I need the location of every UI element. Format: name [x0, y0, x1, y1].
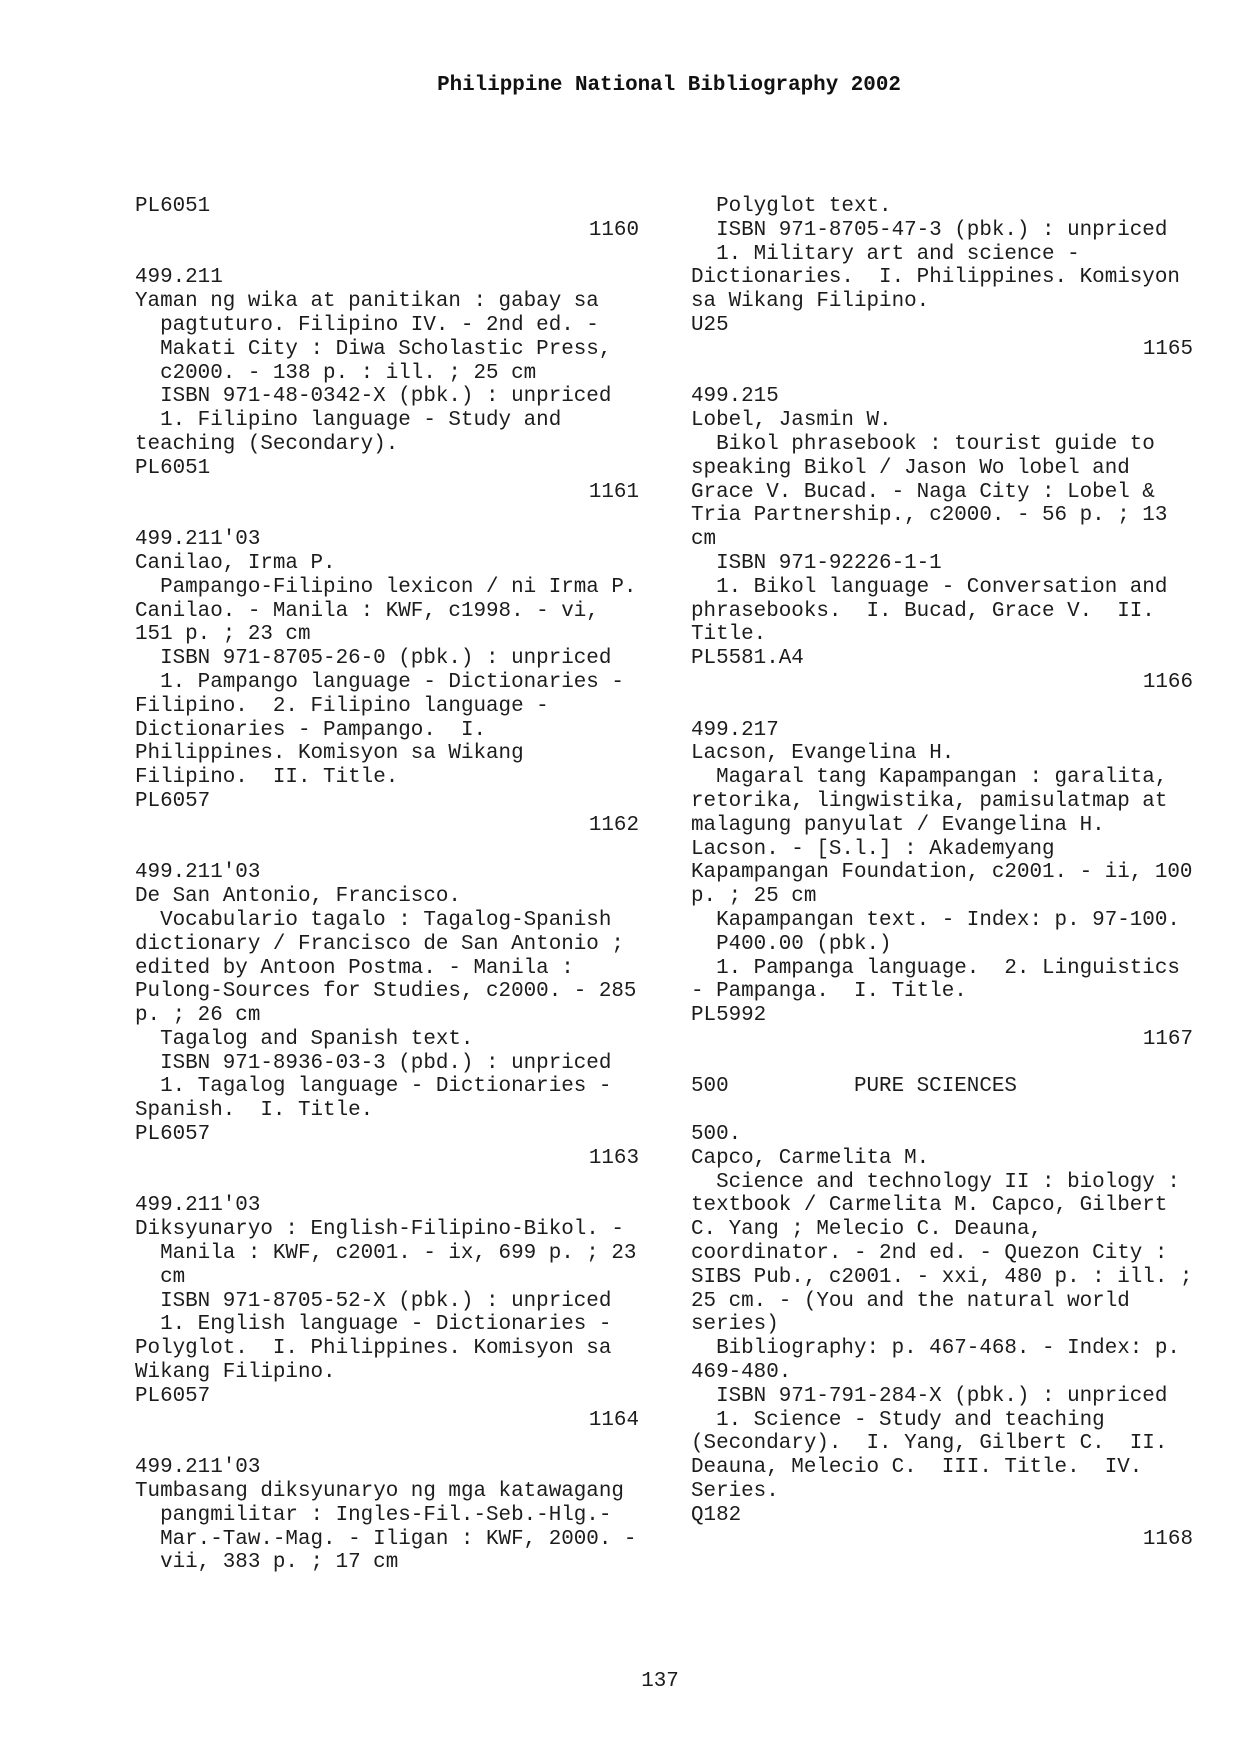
title-line: Makati City : Diwa Scholastic Press,: [160, 337, 612, 361]
entry-1160-continued: [135, 195, 639, 243]
subject-tracing: [135, 1313, 639, 1384]
note-line: 1. Science - Study and teaching: [716, 1408, 1105, 1432]
note-line: Philippines. Komisyon sa Wikang: [135, 742, 524, 766]
entry-1162: [135, 528, 639, 837]
note-line: Tagalog and Spanish text.: [160, 1027, 474, 1051]
subject-tracing: [135, 1075, 639, 1123]
note-line: ISBN 971-92226-1-1: [716, 551, 942, 575]
note-line: sa Wikang Filipino.: [691, 290, 930, 314]
note-line: Filipino. II. Title.: [135, 766, 399, 790]
price-note: [691, 933, 1193, 957]
title-main-entry: [135, 1218, 639, 1289]
call-number: PL6057: [135, 1384, 211, 1408]
description-line: Tria Partnership., c2000. - 56 p. ; 13: [691, 504, 1168, 528]
description-line: malagung panyulat / Evangelina H.: [691, 813, 1105, 837]
note-line: phrasebooks. I. Bucad, Grace V. II.: [691, 599, 1155, 623]
description-line: Science and technology II : biology :: [716, 1170, 1180, 1194]
entry-number: 1166: [1142, 670, 1193, 694]
call-number: PL5992: [691, 1004, 767, 1028]
entry-number: 1162: [588, 813, 639, 837]
title-main-entry: [135, 290, 639, 385]
description-line: 151 p. ; 23 cm: [135, 623, 311, 647]
description-line: coordinator. - 2nd ed. - Quezon City :: [691, 1242, 1168, 1266]
description-line: C. Yang ; Melecio C. Deauna,: [691, 1218, 1043, 1242]
title-line: Yaman ng wika at panitikan : gabay sa: [135, 290, 599, 314]
isbn-note: [135, 1290, 639, 1314]
section-heading: [691, 1075, 1193, 1099]
class-number: 499.211'03: [135, 528, 261, 552]
entry-1163: [135, 861, 639, 1170]
call-number: PL6051: [135, 456, 211, 480]
call-number: U25: [691, 313, 729, 337]
note-line: 1. English language - Dictionaries -: [160, 1313, 612, 1337]
note-line: ISBN 971-791-284-X (pbk.) : unpriced: [716, 1384, 1168, 1408]
class-number: 499.211'03: [135, 1456, 261, 1480]
entry-number: 1164: [588, 1408, 639, 1432]
note-line: 1. Filipino language - Study and: [160, 409, 562, 433]
author-heading: De San Antonio, Francisco.: [135, 885, 461, 909]
right-column: [691, 195, 1193, 1551]
call-number: PL6051: [135, 195, 211, 218]
note-line: Title.: [691, 623, 767, 647]
entry-1166: [691, 385, 1193, 694]
title-line: Manila : KWF, c2001. - ix, 699 p. ; 23: [160, 1242, 637, 1266]
note-line: Spanish. I. Title.: [135, 1099, 374, 1123]
author-heading: Lacson, Evangelina H.: [691, 742, 955, 766]
note-line: ISBN 971-8705-26-0 (pbk.) : unpriced: [160, 647, 612, 671]
class-number: 499.217: [691, 718, 779, 742]
description-line: Kapampangan Foundation, c2001. - ii, 100: [691, 861, 1193, 885]
note-line: Bibliography: p. 467-468. - Index: p.: [716, 1337, 1180, 1361]
description-line: Pampango-Filipino lexicon / ni Irma P.: [160, 575, 637, 599]
bibliography-note: [691, 1337, 1193, 1385]
isbn-note: [691, 1385, 1193, 1409]
title-line: vii, 383 p. ; 17 cm: [160, 1551, 399, 1575]
note-line: Polyglot. I. Philippines. Komisyon sa: [135, 1337, 612, 1361]
entry-number: 1161: [588, 480, 639, 504]
subject-tracing: [691, 1409, 1193, 1504]
description-line: SIBS Pub., c2001. - xxi, 480 p. : ill. ;: [691, 1265, 1193, 1289]
description-line: p. ; 26 cm: [135, 1004, 261, 1028]
title-statement: [691, 766, 1193, 909]
subject-tracing: [135, 409, 639, 457]
entry-1164: [135, 1194, 639, 1432]
class-number: 500.: [691, 1123, 742, 1147]
class-number: 499.211'03: [135, 861, 261, 885]
author-heading: Canilao, Irma P.: [135, 551, 336, 575]
note-line: - Pampanga. I. Title.: [691, 980, 967, 1004]
title-line: Mar.-Taw.-Mag. - Iligan : KWF, 2000. -: [160, 1527, 637, 1551]
author-heading: Lobel, Jasmin W.: [691, 409, 892, 433]
description-line: retorika, lingwistika, pamisulatmap at: [691, 789, 1168, 813]
section-name: PURE SCIENCES: [853, 1075, 1017, 1099]
description-line: 25 cm. - (You and the natural world: [691, 1289, 1130, 1313]
description-line: series): [691, 1313, 779, 1337]
note-line: 1. Military art and science -: [716, 242, 1080, 266]
isbn-note: [135, 1052, 639, 1076]
note-line: Series.: [691, 1480, 779, 1504]
subject-tracing: [691, 243, 1193, 314]
call-number: PL6057: [135, 1123, 211, 1147]
class-number: 499.211'03: [135, 1194, 261, 1218]
description-line: Bikol phrasebook : tourist guide to: [716, 432, 1155, 456]
page-title: Philippine National Bibliography 2002: [437, 74, 901, 97]
description-line: textbook / Carmelita M. Capco, Gilbert: [691, 1194, 1168, 1218]
content-note: [691, 909, 1193, 933]
note-line: 1. Pampango language - Dictionaries -: [160, 670, 624, 694]
title-line: pagtuturo. Filipino IV. - 2nd ed. -: [160, 313, 599, 337]
note-line: Dictionaries - Pampango. I.: [135, 718, 487, 742]
call-number: Q182: [691, 1503, 742, 1527]
language-note: [691, 195, 1193, 219]
note-line: 1. Bikol language - Conversation and: [716, 575, 1168, 599]
description-line: edited by Antoon Postma. - Manila :: [135, 956, 574, 980]
title-line: c2000. - 138 p. : ill. ; 25 cm: [160, 361, 537, 385]
note-line: Filipino. 2. Filipino language -: [135, 694, 549, 718]
title-line: Diksyunaryo : English-Filipino-Bikol. -: [135, 1218, 624, 1242]
entry-number: 1160: [588, 218, 639, 242]
subject-tracing: [135, 671, 639, 790]
note-line: Wikang Filipino.: [135, 1361, 336, 1385]
entry-number: 1163: [588, 1146, 639, 1170]
note-line: teaching (Secondary).: [135, 432, 399, 456]
title-line: cm: [160, 1265, 186, 1289]
title-statement: [691, 433, 1193, 552]
description-line: dictionary / Francisco de San Antonio ;: [135, 932, 624, 956]
isbn-note: [135, 385, 639, 409]
title-statement: [135, 576, 639, 647]
note-line: 1. Tagalog language - Dictionaries -: [160, 1075, 612, 1099]
subject-tracing: [691, 576, 1193, 647]
note-line: Kapampangan text. - Index: p. 97-100.: [716, 908, 1180, 932]
note-line: ISBN 971-8705-47-3 (pbk.) : unpriced: [716, 218, 1168, 242]
description-line: p. ; 25 cm: [691, 885, 817, 909]
description-line: Grace V. Bucad. - Naga City : Lobel &: [691, 480, 1155, 504]
isbn-note: [691, 552, 1193, 576]
subject-tracing: [691, 957, 1193, 1005]
note-line: Polyglot text.: [716, 195, 892, 218]
note-line: ISBN 971-8936-03-3 (pbd.) : unpriced: [160, 1051, 612, 1075]
call-number: PL5581.A4: [691, 647, 804, 671]
note-line: P400.00 (pbk.): [716, 932, 892, 956]
title-line: pangmilitar : Ingles-Fil.-Seb.-Hlg.-: [160, 1503, 612, 1527]
note-line: Dictionaries. I. Philippines. Komisyon: [691, 266, 1180, 290]
description-line: Canilao. - Manila : KWF, c1998. - vi,: [135, 599, 599, 623]
description-line: Magaral tang Kapampangan : garalita,: [716, 766, 1168, 790]
call-number: PL6057: [135, 789, 211, 813]
note-line: 1. Pampanga language. 2. Linguistics: [716, 956, 1180, 980]
entry-1165-continued: [691, 195, 1193, 362]
title-statement: [135, 909, 639, 1028]
note-line: (Secondary). I. Yang, Gilbert C. II.: [691, 1432, 1168, 1456]
isbn-note: [691, 219, 1193, 243]
note-line: 469-480.: [691, 1361, 792, 1385]
page-number: 137: [641, 1670, 679, 1693]
entry-1161: [135, 266, 639, 504]
description-line: Vocabulario tagalo : Tagalog-Spanish: [160, 908, 612, 932]
section-number: 500: [691, 1075, 729, 1099]
entry-number: 1167: [1142, 1027, 1193, 1051]
language-note: [135, 1028, 639, 1052]
title-line: Tumbasang diksyunaryo ng mga katawagang: [135, 1480, 624, 1504]
isbn-note: [135, 647, 639, 671]
title-main-entry: [135, 1480, 639, 1575]
note-line: ISBN 971-8705-52-X (pbk.) : unpriced: [160, 1289, 612, 1313]
entry-number: 1168: [1142, 1527, 1193, 1551]
class-number: 499.215: [691, 385, 779, 409]
left-column: [135, 195, 639, 1575]
description-line: Lacson. - [S.l.] : Akademyang: [691, 837, 1055, 861]
note-line: ISBN 971-48-0342-X (pbk.) : unpriced: [160, 385, 612, 409]
description-line: Pulong-Sources for Studies, c2000. - 285: [135, 980, 637, 1004]
entry-1167: [691, 719, 1193, 1052]
note-line: Deauna, Melecio C. III. Title. IV.: [691, 1456, 1143, 1480]
description-line: cm: [691, 528, 717, 552]
author-heading: Capco, Carmelita M.: [691, 1146, 930, 1170]
description-line: speaking Bikol / Jason Wo lobel and: [691, 456, 1130, 480]
title-statement: [691, 1171, 1193, 1338]
entry-1168: [691, 1123, 1193, 1551]
entry-number: 1165: [1142, 337, 1193, 361]
entry-1165-start: [135, 1456, 639, 1575]
class-number: 499.211: [135, 266, 223, 290]
